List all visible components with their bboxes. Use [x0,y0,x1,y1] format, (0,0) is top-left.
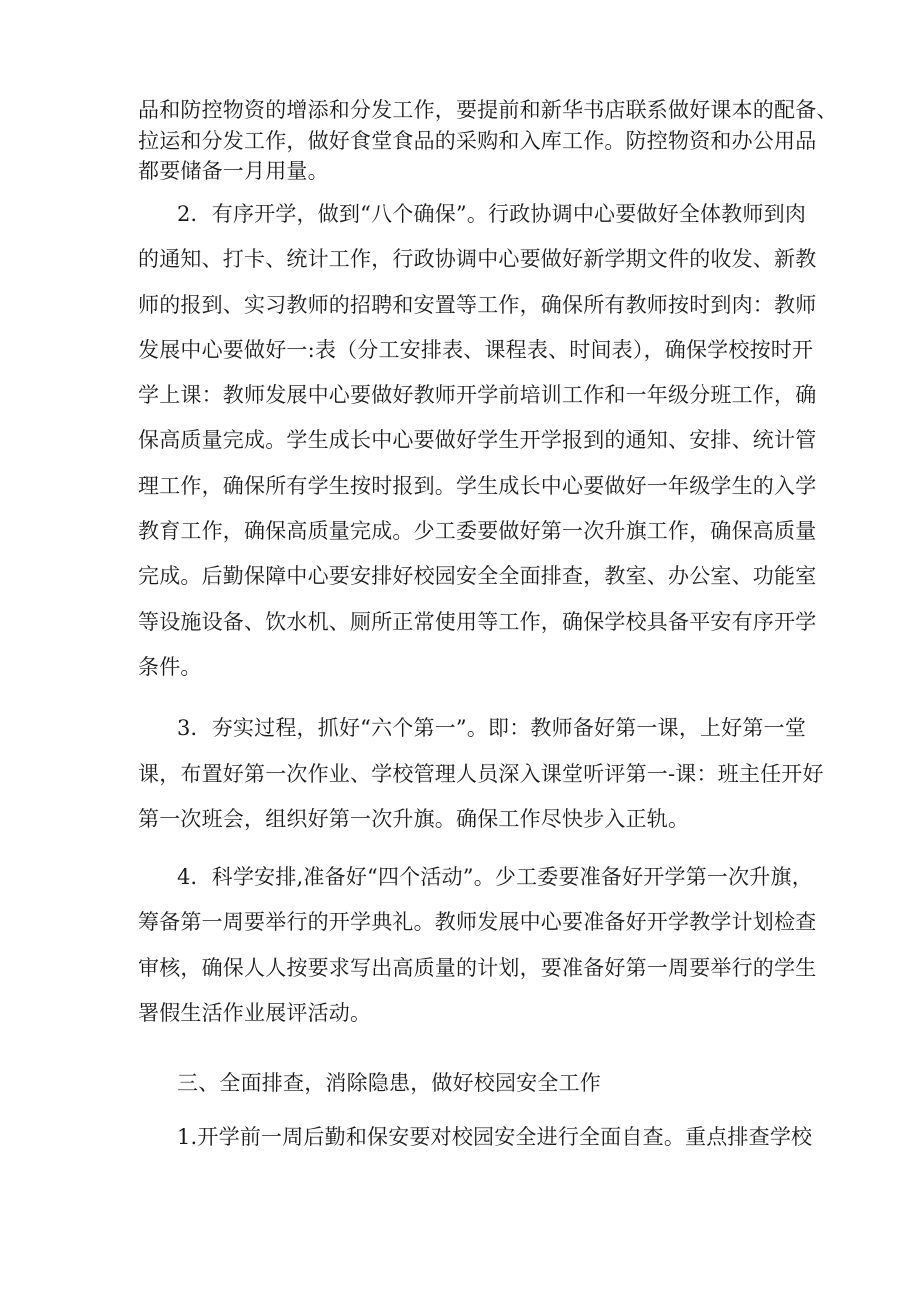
section-heading: 三、全面排查，消除隐患，做好校园安全工作 [177,1071,601,1095]
text-line: 筹备第一周要举行的开学典礼。教师发展中心要准备好开学教学计划检查 [138,910,817,934]
text-line: 3．夯实过程，抓好“六个第一”。即：教师备好第一课，上好第一堂 [177,716,807,740]
text-line: 师的报到、实习教师的招聘和安置等工作，确保所有教师按时到肉：教师 [138,293,817,317]
text-line: 教育工作，确保高质量完成。少工委要做好第一次升旗工作，确保高质量 [138,519,817,543]
text-line: 署假生活作业展评活动。 [138,1001,372,1025]
text-line: 完成。后勤保障中心要安排好校园安全全面排查，教室、办公室、功能室 [138,564,817,588]
text-line: 条件。 [138,655,202,679]
text-line: 审核，确保人人按要求写出高质量的计划，要准备好第一周要举行的学生 [138,956,817,980]
text-line: 拉运和分发工作，做好食堂食品的采购和入库工作。防控物资和办公用品 [138,129,817,153]
text-line: 4．科学安排,准备好“四个活动”。少工委要准备好开学第一次升旗， [177,865,813,889]
text-line: 课，布置好第一次作业、学校管理人员深入课堂听评第一-课：班主任开好 [138,762,824,786]
text-line: 品和防控物资的增添和分发工作，要提前和新华书店联系做好课本的配备、 [138,98,838,122]
text-line: 都要储备一月用量。 [138,159,329,183]
text-line: 发展中心要做好一:表（分工安排表、课程表、时间表），确保学校按时开 [138,338,814,362]
text-line: 的通知、打卡、统计工作，行政协调中心要做好新学期文件的收发、新教 [138,247,817,271]
text-line: 保高质量完成。学生成长中心要做好学生开学报到的通知、安排、统计管 [138,428,817,452]
text-line: 1.开学前一周后勤和保安要对校园安全进行全面自查。重点排查学校 [177,1125,813,1149]
text-line: 第一次班会，组织好第一次升旗。确保工作尽快步入正轨。 [138,807,690,831]
text-line: 等设施设备、饮水机、厕所正常使用等工作，确保学校具备平安有序开学 [138,610,817,634]
text-line: 2．有序开学，做到“八个确保”。行政协调中心要做好全体教师到肉 [177,202,807,226]
text-line: 学上课：教师发展中心要做好教师开学前培训工作和一年级分班工作，确 [138,383,817,407]
text-line: 理工作，确保所有学生按时报到。学生成长中心要做好一年级学生的入学 [138,474,817,498]
